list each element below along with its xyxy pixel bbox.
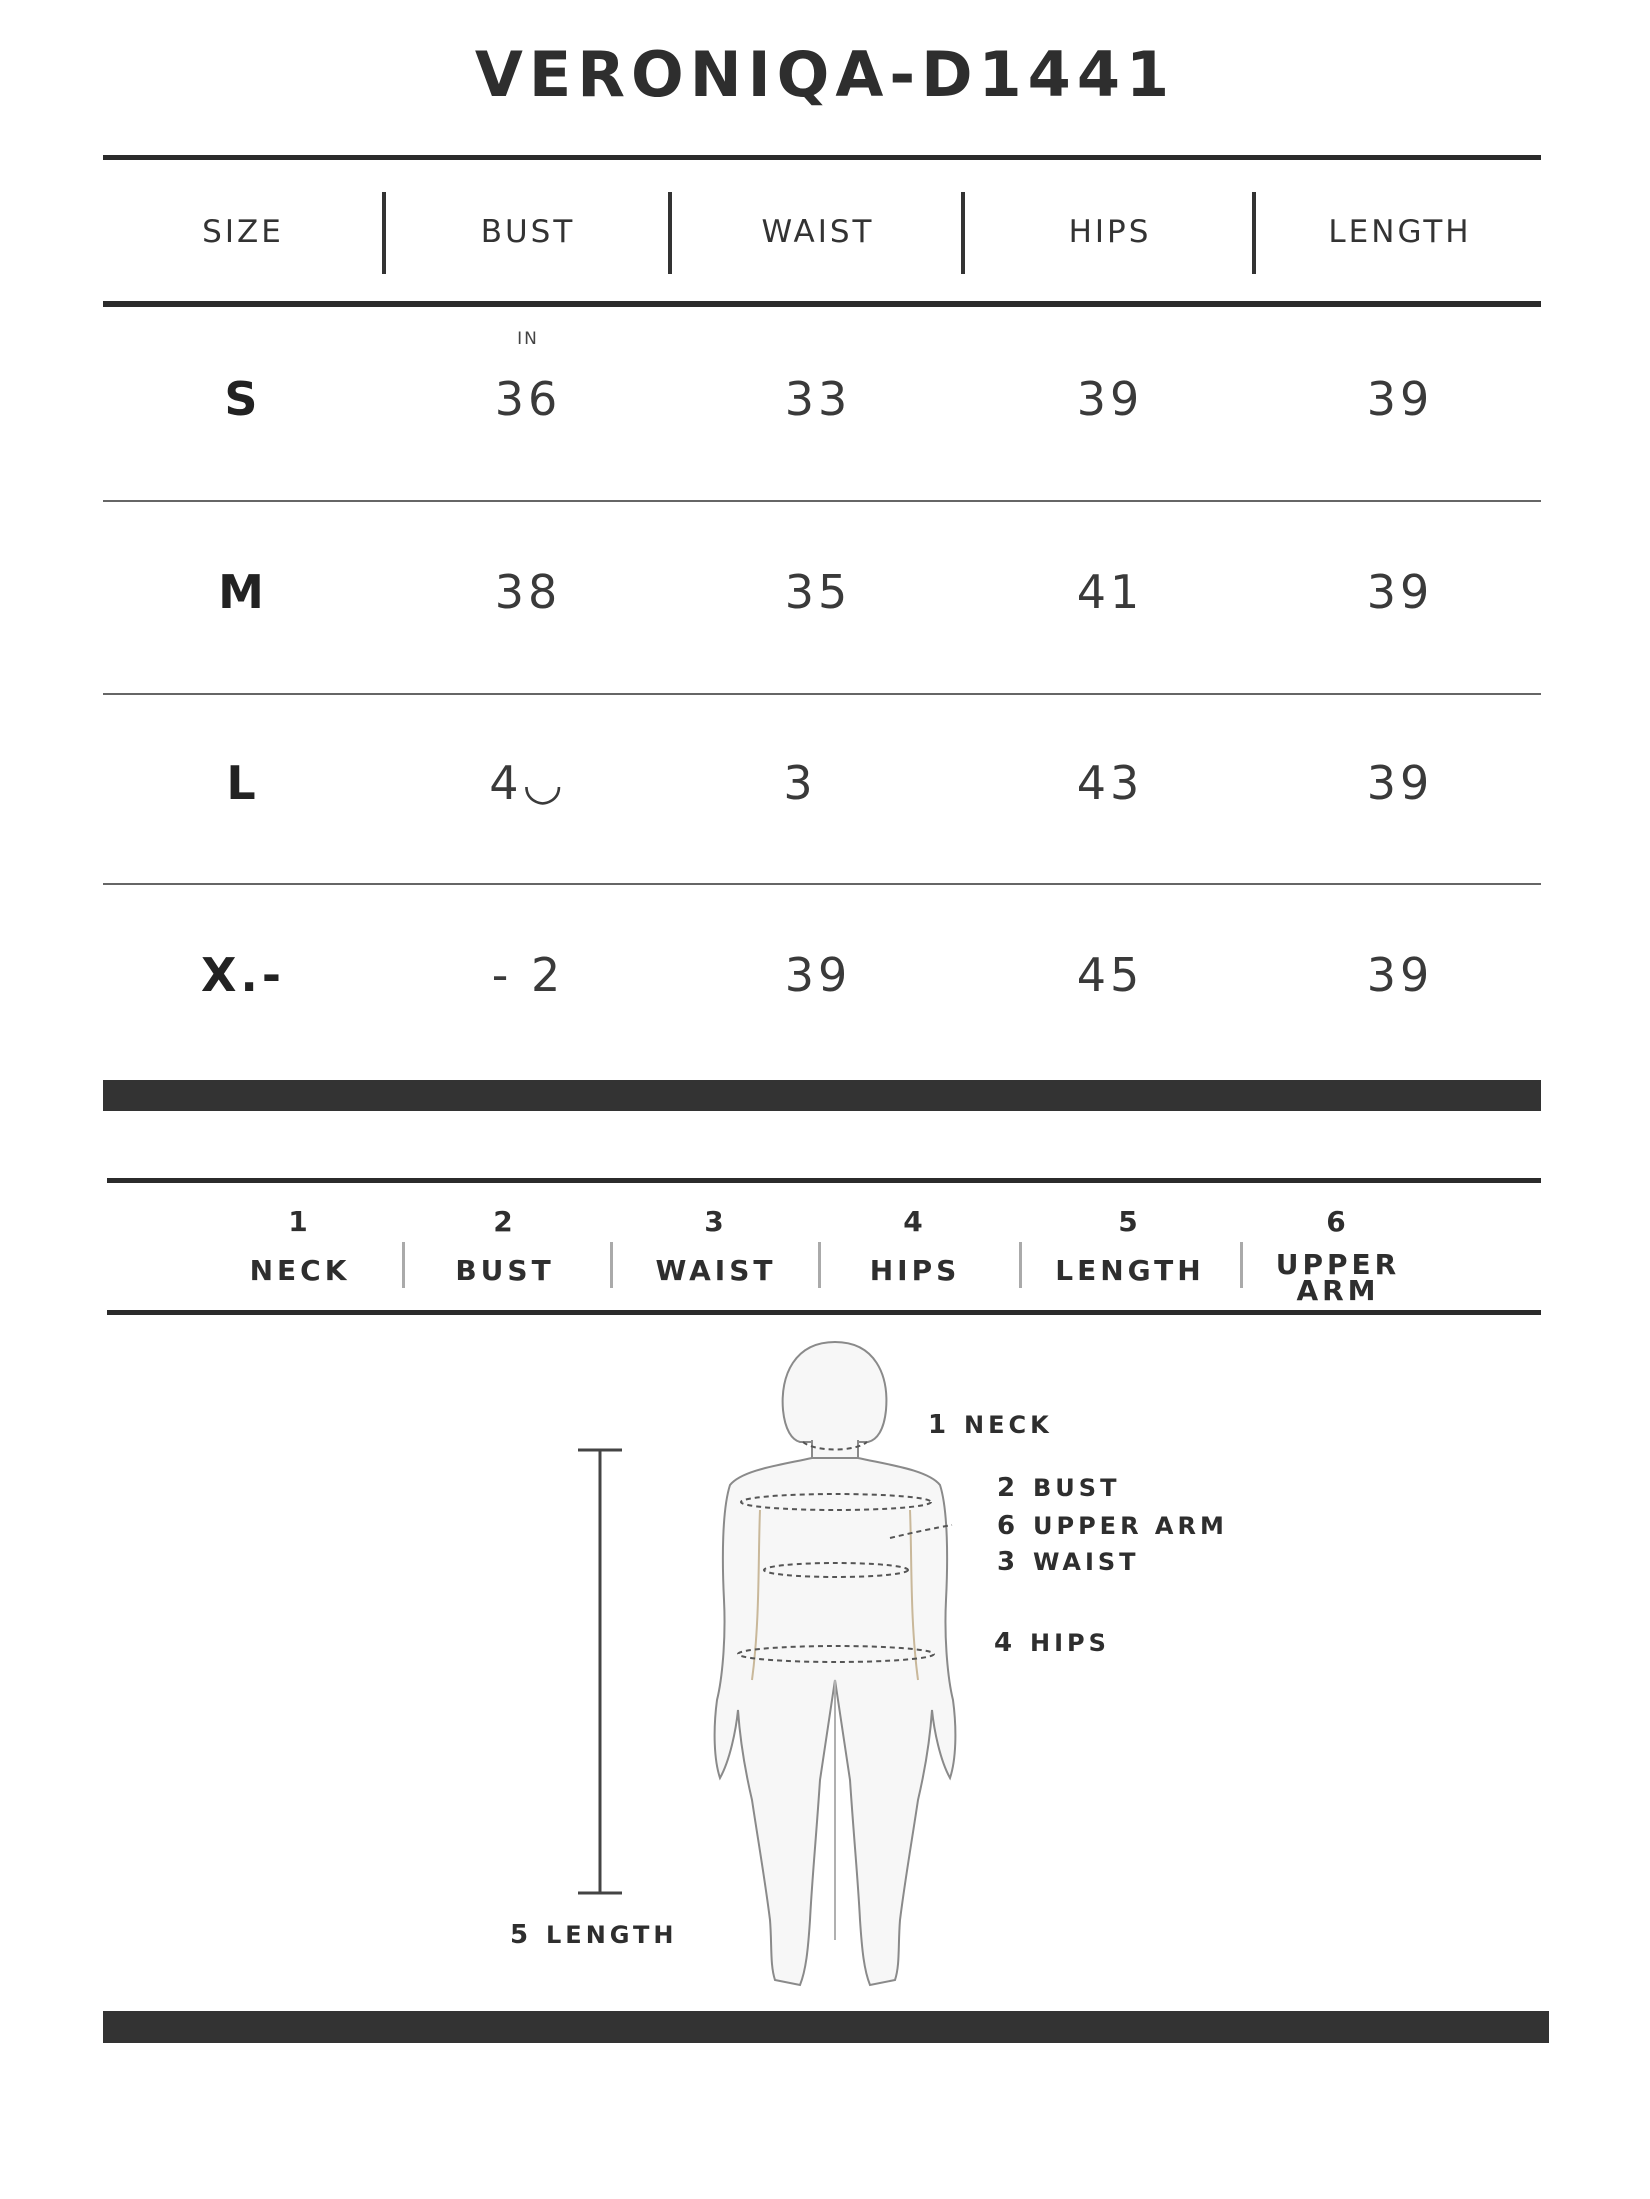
table-cell-hips: 41 — [1076, 565, 1144, 619]
table-cell-hips: 39 — [1076, 372, 1144, 426]
header-divider — [1252, 192, 1256, 274]
key-divider — [610, 1242, 613, 1288]
key-item-length — [1030, 1205, 1230, 1287]
header-waist: WAIST — [761, 214, 875, 250]
callout-number: 6 — [997, 1511, 1020, 1541]
table-cell-bust: 36 — [494, 372, 562, 426]
key-item-waist — [616, 1205, 816, 1287]
callout-number: 4 — [994, 1628, 1017, 1658]
callout-label: LENGTH — [546, 1921, 678, 1949]
table-cell-waist: 39 — [784, 948, 852, 1002]
section-divider-bar — [103, 1080, 1541, 1111]
unit-label: IN — [517, 329, 539, 349]
chart-title: VERONIQA-D1441 — [474, 38, 1176, 111]
callout-label: WAIST — [1033, 1548, 1140, 1576]
header-bust: BUST — [480, 214, 576, 250]
table-cell-waist: 3 — [783, 756, 817, 810]
callout-number: 1 — [928, 1410, 951, 1440]
key-number: 5 — [1118, 1205, 1142, 1238]
table-cell-length: 39 — [1366, 948, 1434, 1002]
header-divider — [382, 192, 386, 274]
key-label: WAIST — [655, 1254, 777, 1287]
key-divider — [1019, 1242, 1022, 1288]
row-divider — [103, 693, 1541, 695]
header-length: LENGTH — [1328, 214, 1472, 250]
table-cell-size: X.- — [200, 948, 286, 1002]
header-hips: HIPS — [1068, 214, 1152, 250]
callout-label: NECK — [964, 1411, 1053, 1439]
header-divider — [961, 192, 965, 274]
header-size: SIZE — [202, 214, 284, 250]
key-label: HIPS — [869, 1254, 961, 1287]
body-silhouette-icon — [0, 1300, 1650, 2000]
table-cell-bust: - 2 — [491, 948, 565, 1002]
callout-waist — [997, 1547, 1140, 1577]
key-divider — [1240, 1242, 1243, 1288]
table-cell-length: 39 — [1366, 565, 1434, 619]
callout-length — [510, 1920, 678, 1950]
callout-number: 5 — [510, 1920, 533, 1950]
callout-label: HIPS — [1030, 1629, 1110, 1657]
table-cell-waist: 35 — [784, 565, 852, 619]
callout-neck — [928, 1410, 1053, 1440]
key-top-rule — [107, 1178, 1541, 1183]
table-cell-waist: 33 — [784, 372, 852, 426]
key-item-hips — [815, 1205, 1015, 1287]
key-item-upper-arm — [1258, 1205, 1418, 1307]
key-number: 4 — [903, 1205, 927, 1238]
table-cell-hips: 43 — [1076, 756, 1144, 810]
table-top-rule — [103, 155, 1541, 160]
table-cell-length: 39 — [1366, 372, 1434, 426]
silhouette-head — [783, 1342, 887, 1442]
header-bottom-rule — [103, 301, 1541, 307]
callout-number: 2 — [997, 1473, 1020, 1503]
key-item-neck — [200, 1205, 400, 1287]
key-item-bust — [405, 1205, 605, 1287]
callout-upper-arm — [997, 1511, 1228, 1541]
key-number: 3 — [704, 1205, 728, 1238]
key-number: 2 — [493, 1205, 517, 1238]
key-number: 1 — [288, 1205, 312, 1238]
key-label: BUST — [455, 1254, 555, 1287]
key-label: LENGTH — [1055, 1254, 1205, 1287]
row-divider — [103, 500, 1541, 502]
callout-label: UPPER ARM — [1033, 1512, 1228, 1540]
table-cell-bust: 38 — [494, 565, 562, 619]
footer-divider-bar — [103, 2011, 1549, 2043]
table-cell-bust: 4◡ — [489, 756, 567, 810]
key-label: UPPER ARM — [1275, 1248, 1401, 1307]
table-cell-length: 39 — [1366, 756, 1434, 810]
table-cell-size: M — [218, 565, 268, 619]
table-cell-size: S — [224, 372, 262, 426]
callout-hips — [994, 1628, 1110, 1658]
callout-bust — [997, 1473, 1120, 1503]
callout-label: BUST — [1033, 1474, 1121, 1502]
table-cell-size: L — [226, 756, 260, 810]
row-divider — [103, 883, 1541, 885]
key-number: 6 — [1326, 1205, 1350, 1238]
table-cell-hips: 45 — [1076, 948, 1144, 1002]
callout-number: 3 — [997, 1547, 1020, 1577]
measurement-figure — [0, 1300, 1650, 2000]
key-label: NECK — [249, 1254, 351, 1287]
header-divider — [668, 192, 672, 274]
